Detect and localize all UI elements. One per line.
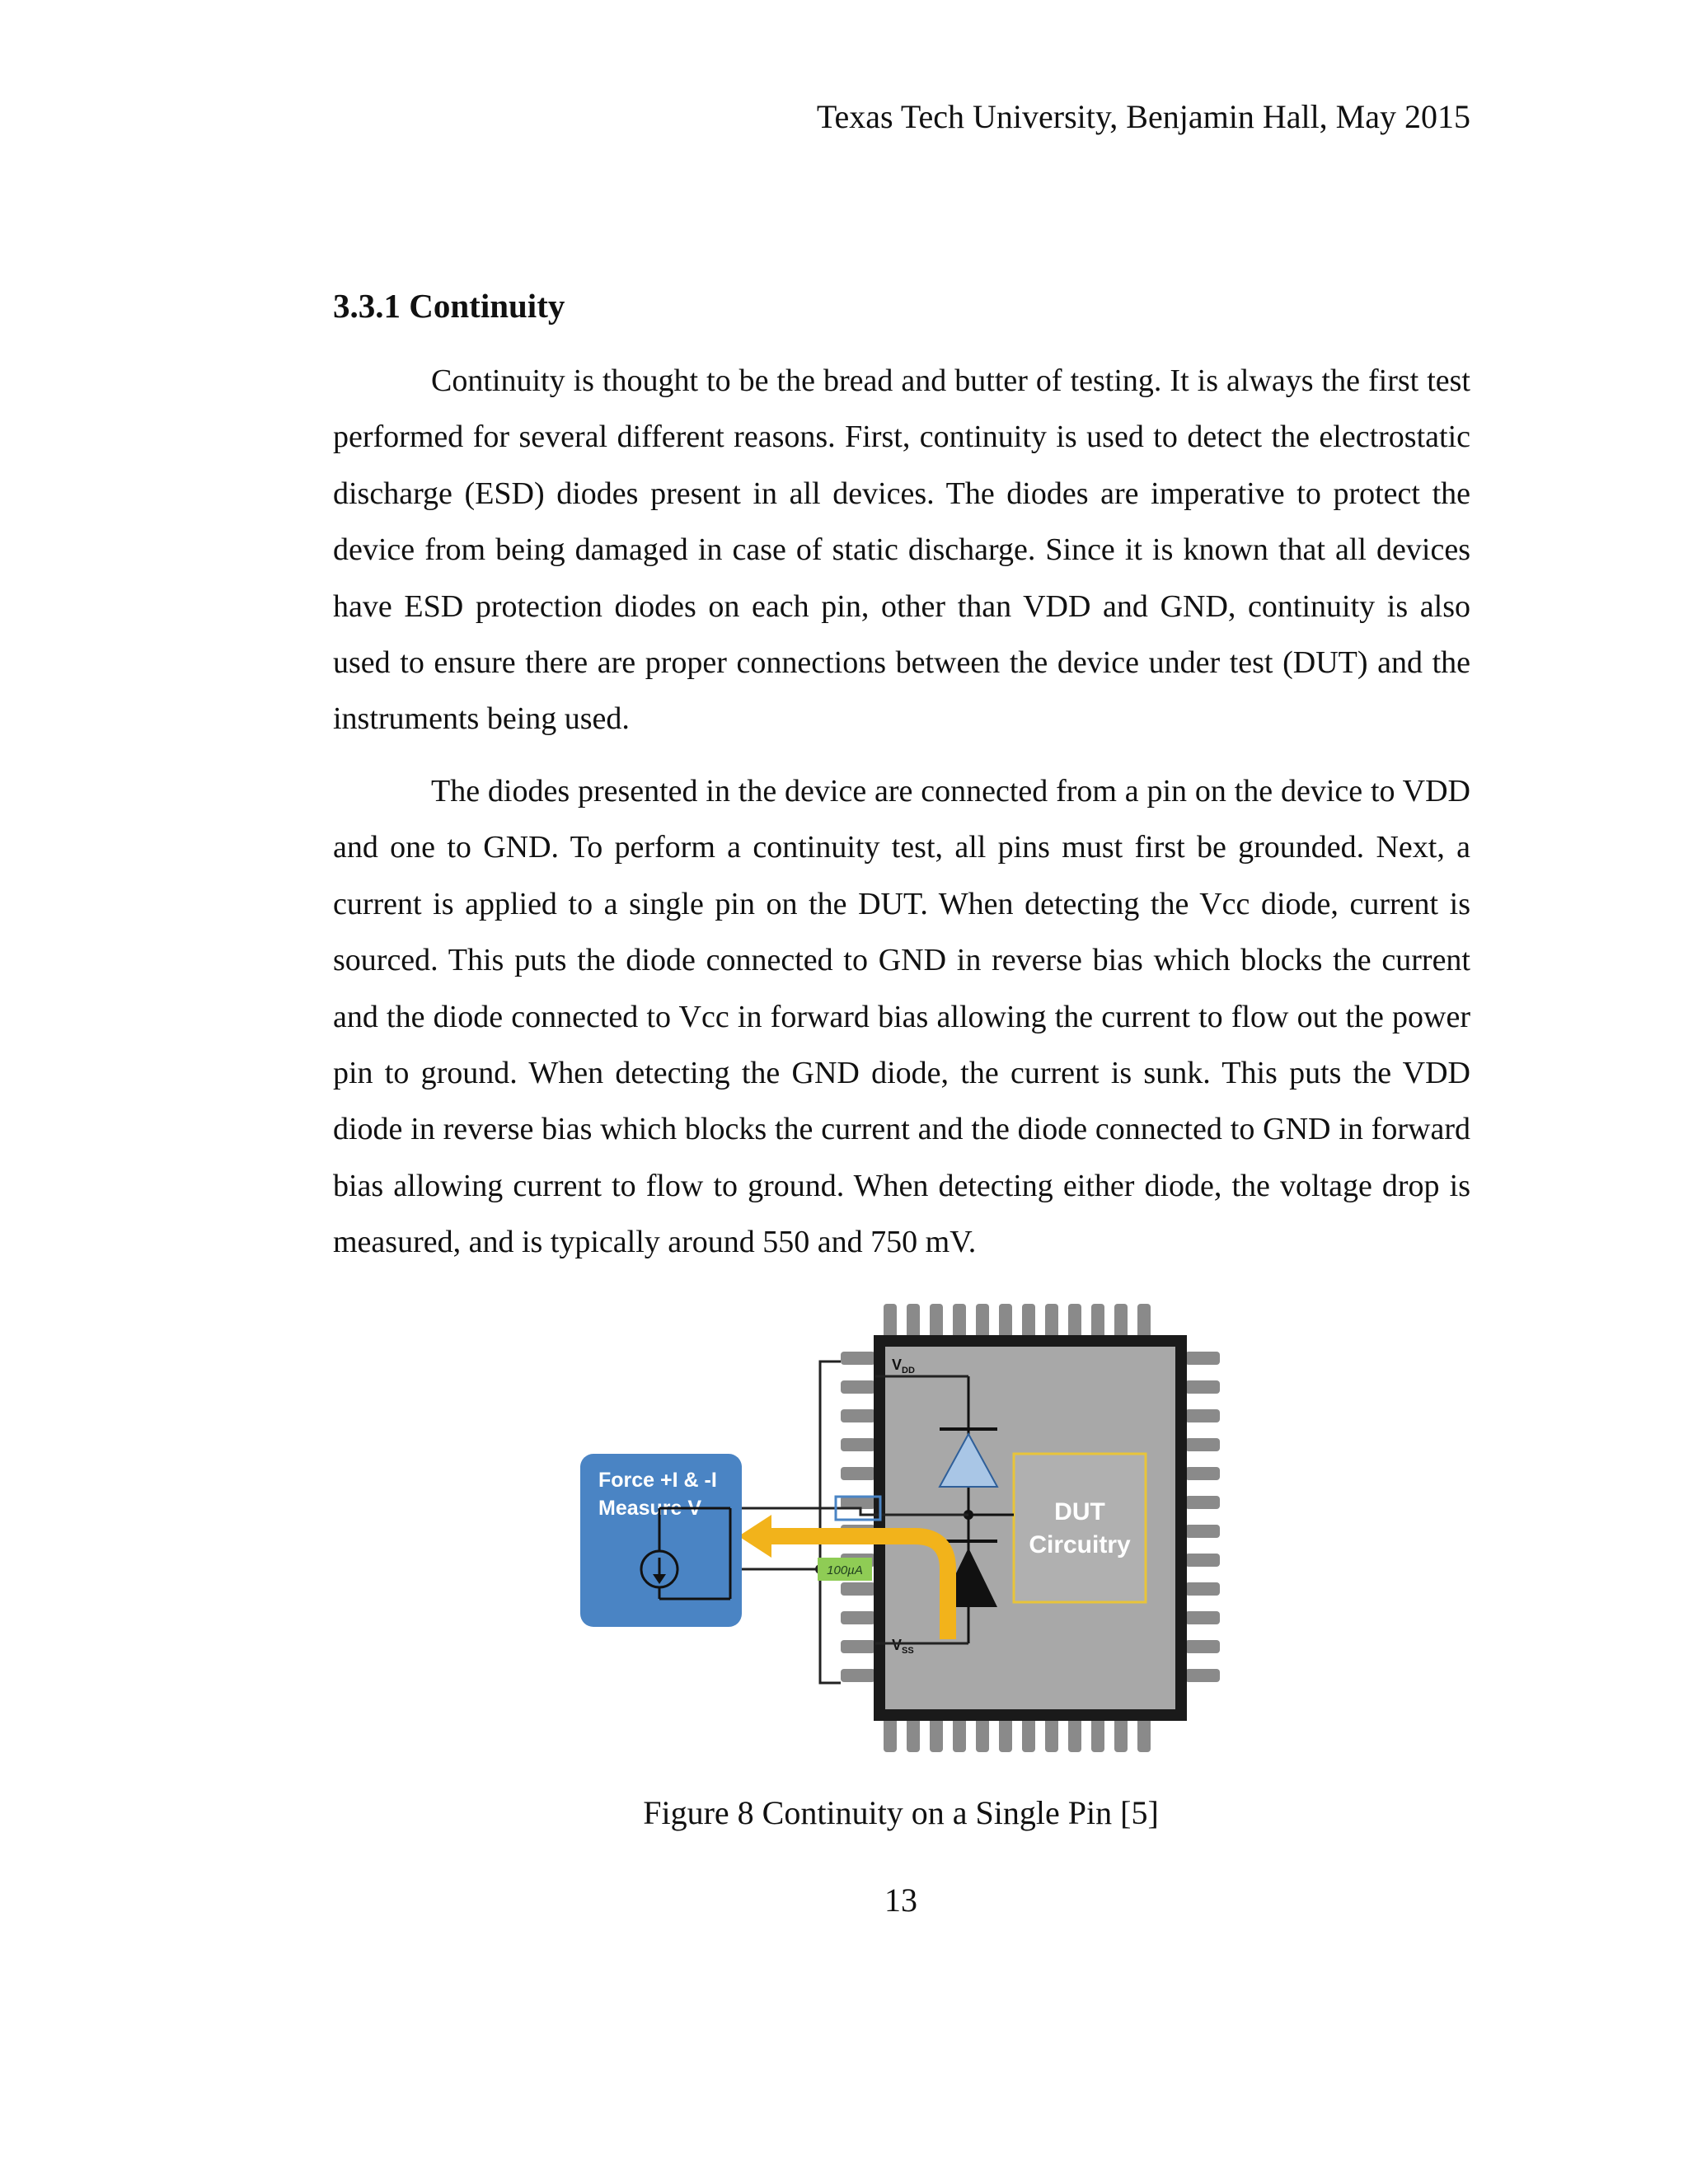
bottom-pins [884,1718,1151,1752]
page-number: 13 [884,1882,917,1919]
section-heading: 3.3.1 Continuity [333,287,565,325]
top-pins [884,1304,1151,1338]
right-pins [1185,1352,1220,1682]
left-pins [841,1352,875,1682]
body-paragraph-2: The diodes presented in the device are connected from a pin on the device to VDD and one to GND. To perform a continuity test, all pins must first be grounded. Next, a current is applied to a single pin on the DUT. When detecting the Vcc diode, current is sourced. This puts the diode connected to GND in reverse bias which blocks the current and the diode connected to Vcc in forward bias allowing the current to flow out the power pin to ground. When detecting the GND diode, the current is sunk. This puts the VDD diode in reverse bias which blocks the current and the diode connected to GND in forward bias allowing current to flow to ground. When detecting either diode, the voltage drop is measured, and is typically around 550 and 750 mV. [333,774,1470,1260]
continuity-diagram [569,1297,1228,1759]
vss-label: $V_{SS}$ [892,1637,914,1656]
body-paragraph-1: Continuity is thought to be the bread and butter of testing. It is always the first test performed for several different reasons. First, continuity is used to detect the electrostatic discharge (ESD) diodes present in all devices. The diodes are imperative to protect the device from being damaged in case of static discharge. Since it is known that all devices have ESD protection diodes on each pin, other than VDD and GND, continuity is also used to ensure there are proper connections between the device under test (DUT) and the instruments being used. [333,363,1470,737]
current-label: 100µA [827,1563,863,1577]
current-arrowhead-icon [738,1515,771,1558]
vdd-label: $V_{DD}$ [892,1357,915,1376]
instrument-label-line1: Force +I & -I [598,1469,717,1492]
dut-label-line1: DUT [1054,1498,1105,1526]
instrument-label-line2: Measure V [598,1497,702,1520]
dut-label-line2: Circuitry [1029,1531,1131,1558]
figure-caption: Figure 8 Continuity on a Single Pin [5] [643,1794,1159,1831]
continuity-figure [569,1297,1228,1759]
dut-circuitry-box [1014,1454,1146,1602]
running-header: Texas Tech University, Benjamin Hall, May 2015 [816,98,1470,135]
